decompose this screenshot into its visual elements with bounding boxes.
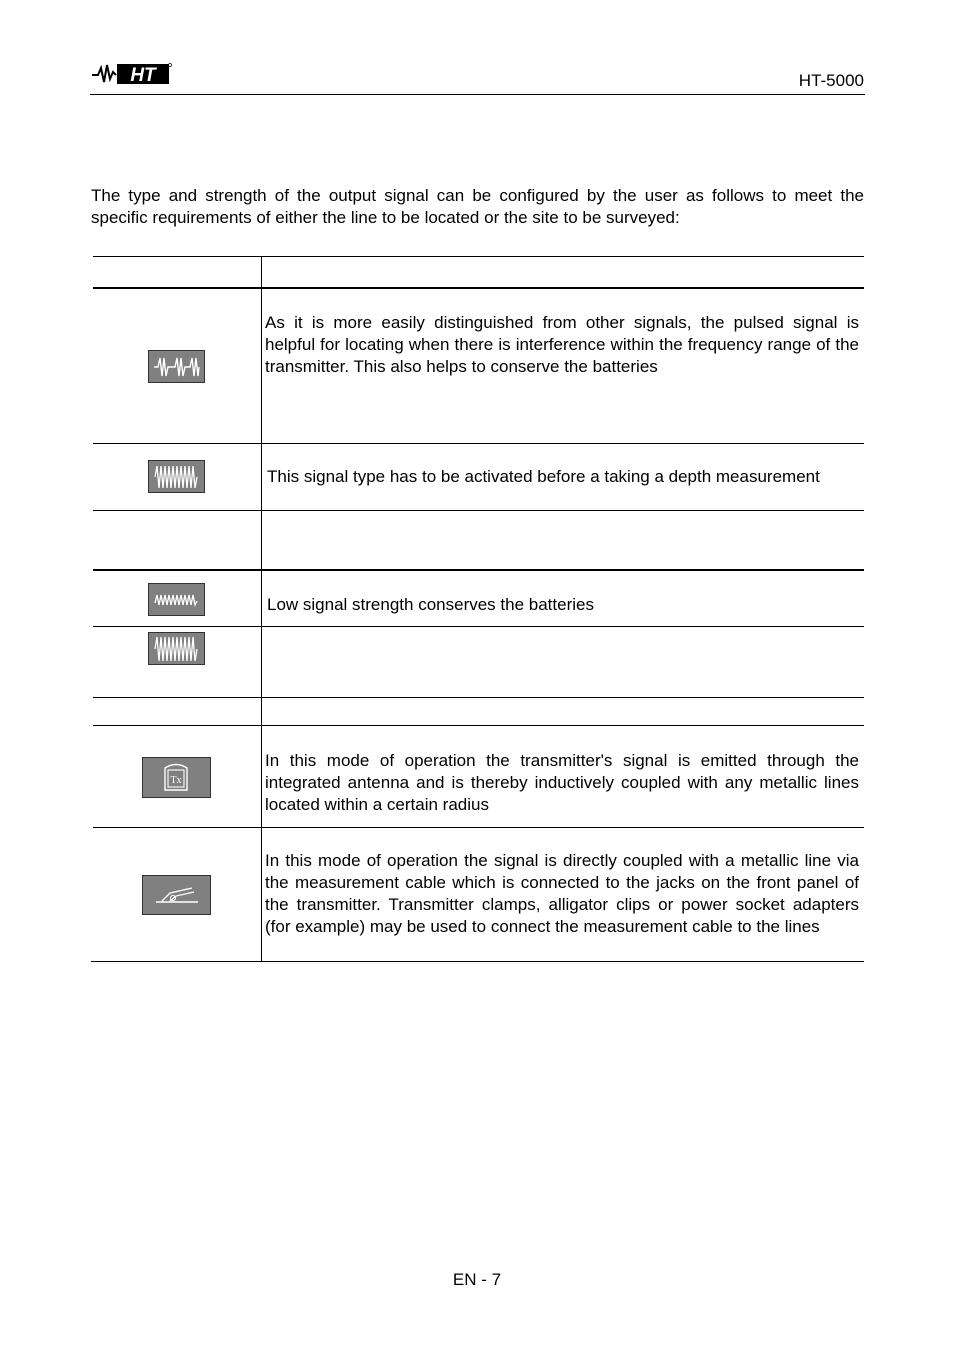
row-rule	[93, 827, 864, 828]
inductive-coupling-description: In this mode of operation the transmitter's signal is emitted through the integrated antenna and is thereby inductively coupled with any metallic lines located within a certain radius	[265, 751, 859, 814]
header-rule	[90, 94, 865, 95]
ht-logo	[90, 60, 172, 88]
row-rule	[91, 961, 864, 962]
clip-connection-icon	[142, 875, 211, 915]
page-number: EN - 7	[452, 1270, 502, 1289]
low-strength-signal-icon	[148, 583, 205, 616]
pulsed-signal-icon	[148, 350, 205, 383]
intro-paragraph: The type and strength of the output signal can be configured by the user as follows to meet the specific requirements of either the line to be located or the site to be surveyed:	[91, 186, 864, 227]
continuous-signal-icon	[148, 460, 205, 493]
row-rule	[93, 443, 864, 444]
row-rule	[93, 510, 864, 511]
high-strength-signal-icon	[148, 632, 205, 665]
logo-text: HT	[130, 65, 156, 86]
continuous-signal-description: This signal type has to be activated before a taking a depth measurement	[267, 467, 820, 486]
row-rule	[93, 569, 864, 571]
low-strength-description: Low signal strength conserves the batteries	[267, 595, 594, 614]
pulsed-signal-description: As it is more easily distinguished from other signals, the pulsed signal is helpful for locating when there is interference within the frequency range of the transmitter. This also helps to conserve the batteries	[265, 313, 859, 376]
antenna-tx-icon	[142, 757, 211, 798]
svg-text:Tx: Tx	[170, 775, 182, 786]
document-id: HT-5000	[798, 71, 864, 90]
direct-coupling-description: In this mode of operation the signal is directly coupled with a metallic line via the measurement cable which is connected to the jacks on the front panel of the transmitter. Transmitter clamps, alligator clips or power socket adapters (for example) may be used to connect the measurement cable to the lines	[265, 851, 859, 936]
column-divider	[261, 257, 262, 962]
row-rule	[93, 725, 864, 726]
row-rule	[93, 287, 864, 289]
row-rule	[93, 256, 864, 257]
row-rule	[93, 697, 864, 698]
row-rule	[93, 626, 864, 627]
